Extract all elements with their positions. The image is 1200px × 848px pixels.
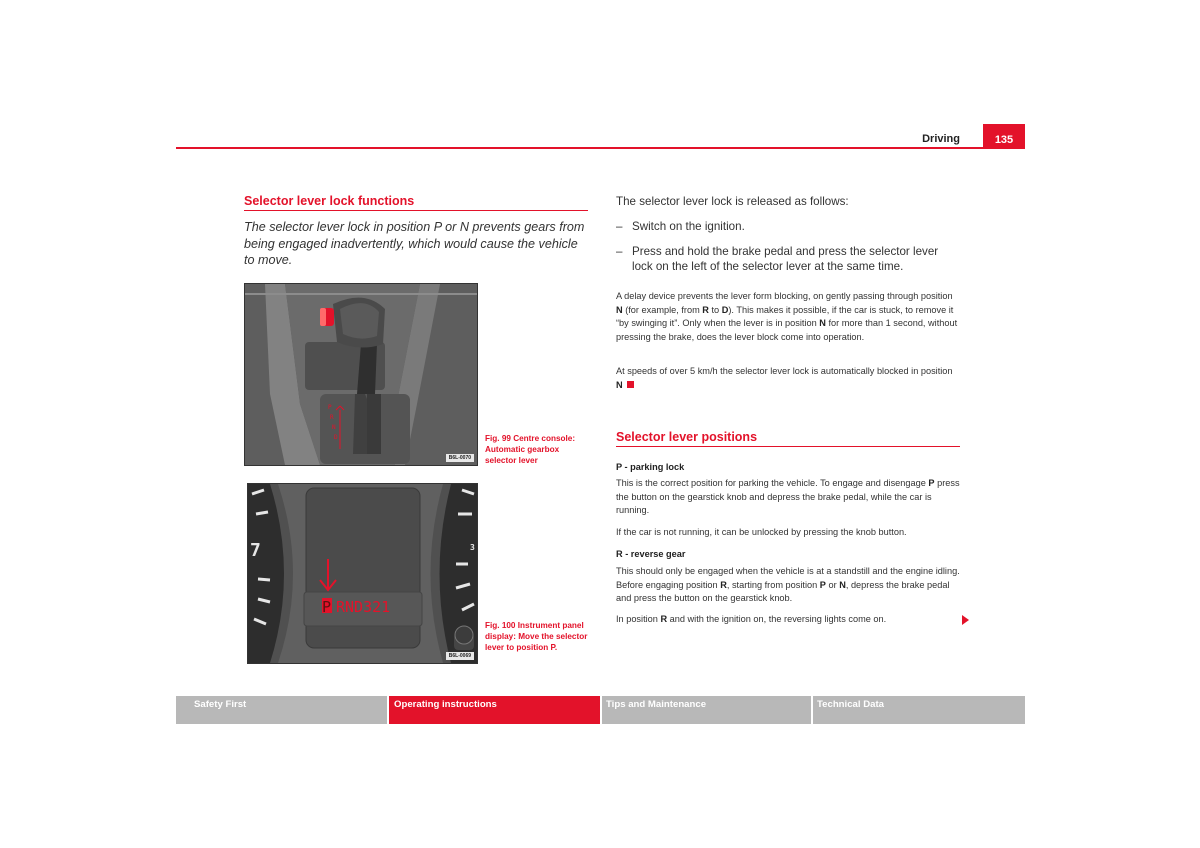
- display-p: P: [322, 598, 332, 616]
- release-step-2-text: Press and hold the brake pedal and press the selector lever lock on the left of the selector lever at the same time.: [632, 245, 939, 273]
- heading-lever-lock: Selector lever lock functions: [244, 194, 415, 208]
- heading-rule: [616, 446, 960, 447]
- r-text-2: In position R and with the ignition on, the reversing lights come on.: [616, 614, 887, 624]
- figure-centre-console: [244, 283, 478, 466]
- gauge-left-number: 7: [250, 540, 261, 561]
- dash-bullet: –: [616, 220, 623, 233]
- p-title: P - parking lock: [616, 462, 685, 472]
- svg-text:N: N: [332, 424, 336, 431]
- release-step-1-text: Switch on the ignition.: [632, 220, 745, 233]
- heading-rule: [244, 210, 588, 211]
- figure-caption-99: Fig. 99 Centre console: Automatic gearbox selector lever: [485, 434, 576, 465]
- display-gears: RND321: [336, 598, 391, 616]
- figure-code: B6L-0070: [446, 454, 474, 462]
- section-title: Driving: [922, 133, 960, 145]
- end-square-icon: [627, 381, 634, 388]
- r-title: R - reverse gear: [616, 549, 686, 559]
- release-step-2: [616, 244, 960, 274]
- console-illustration: [245, 284, 477, 465]
- svg-text:P: P: [328, 404, 332, 411]
- svg-text:D: D: [334, 434, 338, 441]
- tab-operating-instructions[interactable]: Operating instructions: [389, 696, 600, 724]
- instrument-illustration: [248, 484, 477, 663]
- release-step-1: [616, 219, 960, 234]
- speed-paragraph: At speeds of over 5 km/h the selector lever lock is automatically blocked in position N: [616, 366, 953, 390]
- p-text-2: If the car is not running, it can be unlocked by pressing the knob button.: [616, 527, 907, 537]
- header-rule: [176, 147, 1025, 149]
- tab-technical-data[interactable]: Technical Data: [813, 696, 1025, 724]
- release-intro: The selector lever lock is released as follows:: [616, 195, 849, 208]
- svg-text:R: R: [330, 414, 334, 421]
- tab-safety-first[interactable]: Safety First: [176, 696, 387, 724]
- figure-caption-100: Fig. 100 Instrument panel display: Move the selector lever to position P.: [485, 621, 588, 652]
- figure-instrument-panel: [247, 483, 478, 664]
- figure-code: B6L-0069: [446, 652, 474, 660]
- gauge-right-number: 3: [470, 543, 475, 552]
- p-text: This is the correct position for parking the vehicle. To engage and disengage P press the button on the gearstick knob and depress the brake pedal, while the car is running.: [616, 478, 960, 516]
- continue-arrow-icon[interactable]: [962, 615, 969, 625]
- heading-lever-positions: Selector lever positions: [616, 430, 758, 444]
- delay-paragraph: A delay device prevents the lever form blocking, on gently passing through position N (for example, from R to D). This makes it possible, if the car is stuck, to remove it “by swinging it”. Only when the lever is in position N for more than 1 second, without pressing the brake, does the lever block come into operation.: [616, 291, 958, 343]
- tab-tips-maintenance[interactable]: Tips and Maintenance: [602, 696, 811, 724]
- dash-bullet: –: [616, 245, 623, 258]
- page-number: 135: [983, 124, 1025, 149]
- intro-text: The selector lever lock in position P or N prevents gears from being engaged inadvertently, which would cause the vehicle to move.: [244, 220, 585, 267]
- r-text: This should only be engaged when the vehicle is at a standstill and the engine idling. Before engaging position R, starting from position P or N, depress the brake pedal and press the button on the gearstick knob.: [616, 566, 960, 604]
